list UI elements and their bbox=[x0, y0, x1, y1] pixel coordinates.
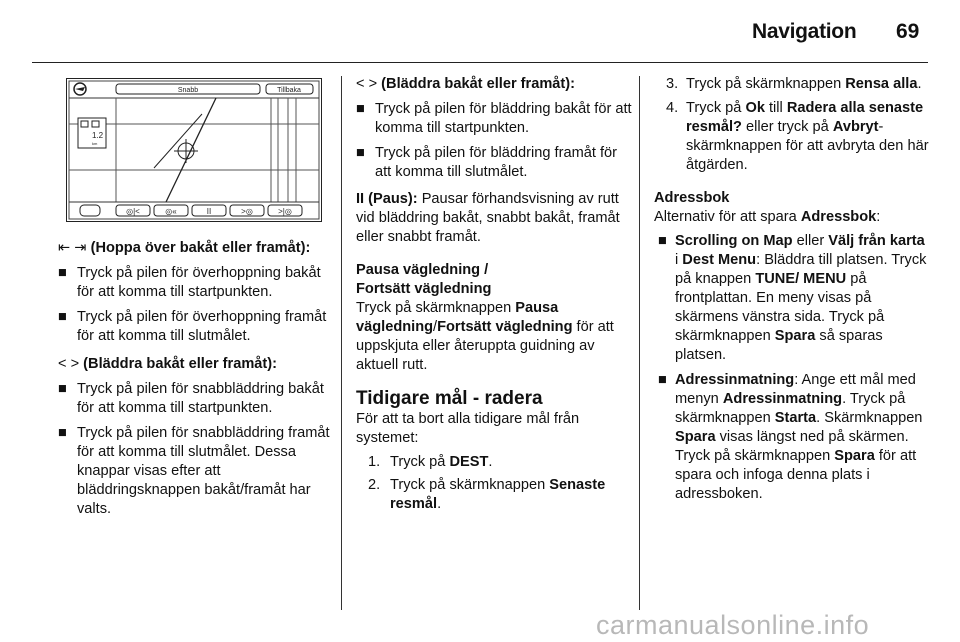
section-title: Tidigare mål - radera bbox=[356, 388, 543, 409]
svg-text:◎«: ◎« bbox=[165, 207, 177, 216]
header-divider bbox=[32, 62, 928, 63]
list-item: ■ Tryck på pilen för överhoppning framåt för att komma till slutmålet. bbox=[58, 309, 327, 344]
list-item: ■ Tryck på pilen för snabbläddring framåt för att komma till slutmålet. Dessa knappar visas efter att bläddringsknappen bakåt/framåt har valts. bbox=[58, 425, 330, 517]
column-3 bbox=[654, 75, 930, 504]
sub-heading: Adressbok bbox=[654, 190, 730, 206]
sub-heading: Pausa vägledning / Fortsätt vägledning bbox=[356, 262, 492, 297]
numbered-item: 1. Tryck på DEST. bbox=[368, 454, 493, 470]
page-number: 69 bbox=[896, 20, 920, 43]
paragraph: Tryck på skärmknappen Pausa vägledning/Fortsätt vägledning för att uppskjuta eller återuppta guidning av aktuell rutt. bbox=[356, 300, 614, 373]
list-item: ■ Tryck på pilen för snabbläddring bakåt för att komma till startpunkten. bbox=[58, 381, 324, 416]
route-mode-label: Snabb bbox=[177, 87, 199, 94]
paragraph: Alternativ för att spara Adressbok: bbox=[654, 209, 881, 225]
column-2 bbox=[356, 75, 632, 514]
column-1 bbox=[58, 239, 330, 519]
watermark: carmanualsonline.info bbox=[596, 610, 870, 640]
car-icon bbox=[80, 205, 100, 216]
svg-text:◎|<: ◎|< bbox=[126, 207, 140, 216]
svg-text:>◎: >◎ bbox=[241, 207, 253, 216]
heading-scroll: < > (Bläddra bakåt eller framåt): bbox=[58, 356, 278, 372]
numbered-item: 3. Tryck på skärmknappen Rensa alla. bbox=[666, 76, 922, 92]
heading-scroll: < > (Bläddra bakåt eller framåt): bbox=[356, 76, 576, 92]
distance-unit: km bbox=[92, 141, 98, 146]
page-header-title: Navigation bbox=[752, 20, 857, 43]
heading-skip: ⇤ ⇥ (Hoppa över bakåt eller framåt): bbox=[58, 240, 311, 256]
distance-value: 1.2 bbox=[92, 131, 104, 140]
list-item: ■ Tryck på pilen för bläddring framåt för att komma till slutmålet. bbox=[356, 145, 617, 180]
list-item: ■ Adressinmatning: Ange ett mål med menyn Adressinmatning. Tryck på skärmknappen Starta. Skärmknappen Spara visas längst ned på skärmen. Tryck på skärmknappen Spara för att spara och infoga denna plats i adressboken. bbox=[658, 372, 923, 502]
numbered-item: 2. Tryck på skärmknappen Senaste resmål. bbox=[368, 477, 606, 512]
pause-paragraph: II (Paus): Pausar förhandsvisning av rutt vid bläddring bakåt, snabbt bakåt, framåt eller snabbt framåt. bbox=[356, 191, 620, 245]
navigation-screen-illustration bbox=[66, 78, 322, 222]
svg-text:>|◎: >|◎ bbox=[278, 207, 292, 216]
paragraph: För att ta bort alla tidigare mål från systemet: bbox=[356, 411, 580, 446]
numbered-item: 4. Tryck på Ok till Radera alla senaste resmål? eller tryck på Avbryt-skärmknappen för att avbryta den här åtgärden. bbox=[666, 100, 929, 173]
svg-text:II: II bbox=[206, 207, 212, 216]
back-button-label: Tillbaka bbox=[277, 87, 301, 94]
list-item: ■ Tryck på pilen för överhoppning bakåt för att komma till startpunkten. bbox=[58, 265, 321, 300]
list-item: ■ Scrolling on Map eller Välj från karta i Dest Menu: Bläddra till platsen. Tryck på knappen TUNE/ MENU på frontplattan. En meny visas på skärmens vänstra sida. Tryck på skärmknappen Spara så sparas platsen. bbox=[658, 233, 927, 363]
list-item: ■ Tryck på pilen för bläddring bakåt för att komma till startpunkten. bbox=[356, 101, 632, 136]
column-divider bbox=[341, 76, 342, 610]
column-divider bbox=[639, 76, 640, 610]
